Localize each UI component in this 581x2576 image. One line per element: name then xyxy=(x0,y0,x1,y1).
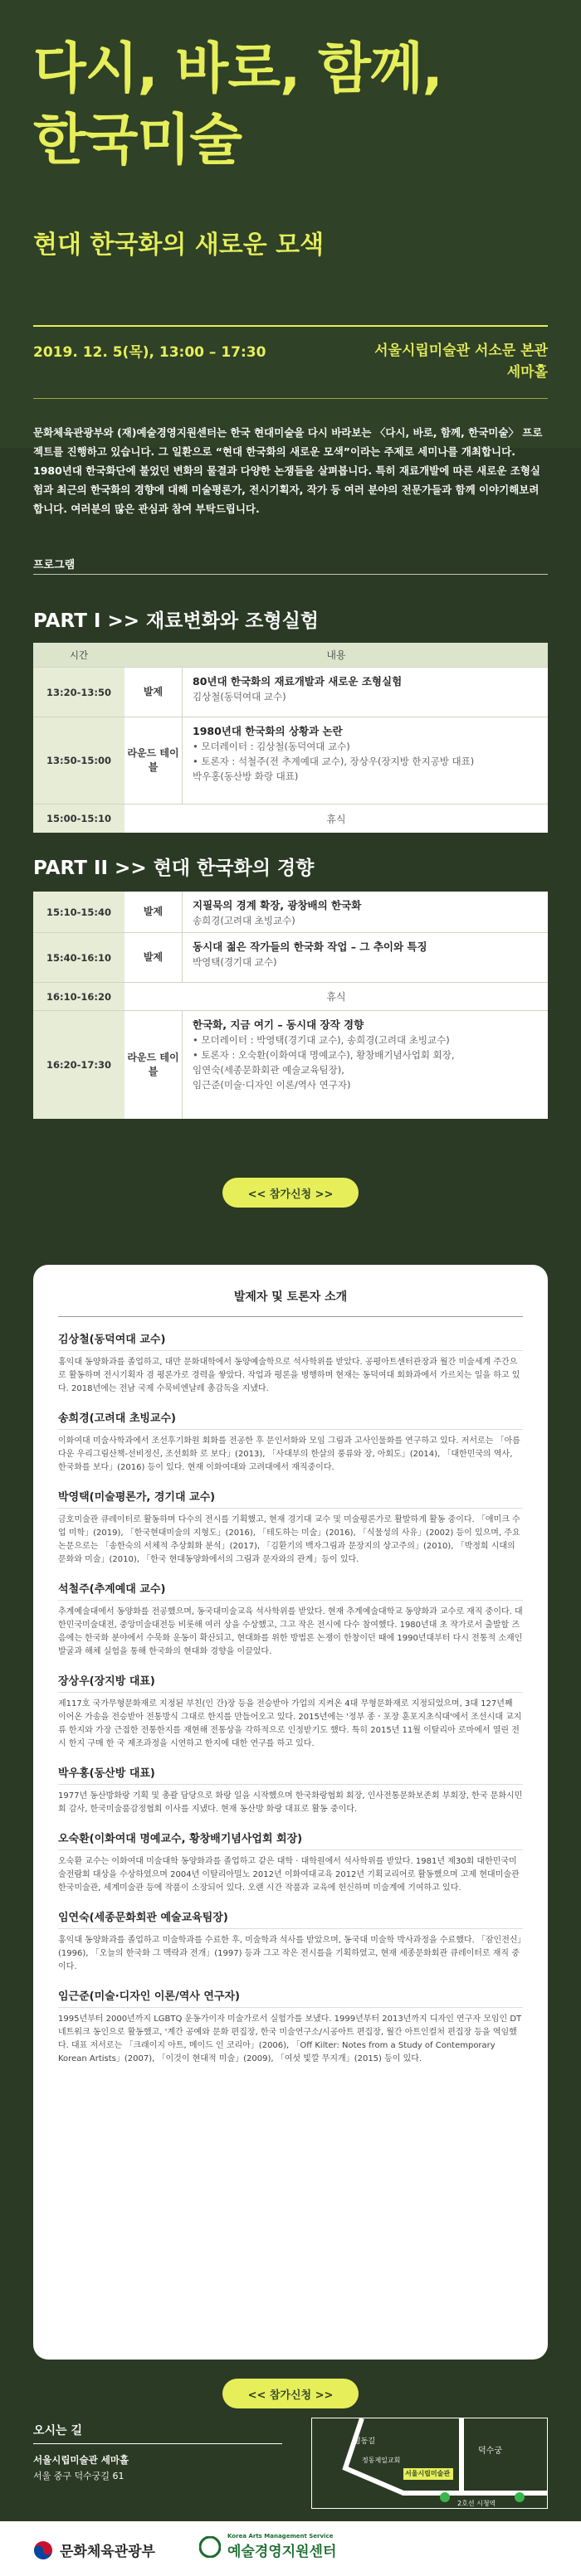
row-body xyxy=(183,668,548,717)
directions-address: 서울 중구 덕수궁길 61 xyxy=(33,2471,124,2481)
intro-text: 문화체육관광부와 (재)예술경영지원센터는 한국 현대미술을 다시 바라보는 〈다시, 바로, 함께, 한국미술〉 프로젝트를 진행하고 있습니다. 그 일환으로 “현대 한국화의 새로운 모색”이라는 주제로 세미나를 개최합니다. 1980년대 한국화단에 불었던 변화의 물결과 다양한 논쟁들을 살펴봅니다. 특히 재료개발에 따른 새로운 조형실험과 최근의 한국화의 경향에 대해 미술평론가, 전시기획자, 작가 등 여러 분야의 전문가들과 함께 이야기해보려 합니다. 여러분의 많은 관심과 참여 부탁드립니다. xyxy=(33,426,543,515)
footer xyxy=(0,2521,581,2576)
row-title: 동시대 젊은 작가들의 한국화 작업 – 그 추이와 특징 xyxy=(193,940,427,953)
kams-logo-text: 예술경영지원센터 xyxy=(227,2544,337,2560)
row-time: 13:20-13:50 xyxy=(33,668,124,717)
table-row xyxy=(33,717,548,804)
row-type: 라운드 테이블 xyxy=(124,717,183,804)
speaker-bio: 오숙환 교수는 이화여대 미술대학 동양화과를 졸업하고 같은 대학 · 대학원에서 석사학위를 받았다. 1981년 제30회 대한민국미술전람회 대상을 수상하였으며 2004년 이탈리아밀노 2012년 이화여대교육 2012년 기획교리어로 활동했으며 고제 현대미술관 한국미술관, 세계미술관 등에 작품이 소장되어 있다. 오랜 시간 작품과 교육에 헌신하며 미술계에 기여하고 있다. xyxy=(58,1857,520,1893)
row-type: 라운드 테이블 xyxy=(124,1011,183,1119)
speaker-bio: 추계예술대에서 동양화를 전공했으며, 동국대미술교육 석사학위를 받았다. 현재 추계예술대학교 동양화과 교수로 재직 중이다. 대한민국미술대전, 중앙미술대전등 비롯해 여러 상을 수상했고, 그고 작은 전시에 다수 참여했다. 1980년대 초 작가로서 출발할 즈음에는 한국화 분야에서 수묵화 운동이 확산되고, 현대화를 위한 방법론 논쟁이 한창이던 때에 1990년대부터 다시 전통적 소재인 발굴과 해체 실험을 통해 한국화의 현대화 경향을 이끌었다. xyxy=(58,1607,523,1656)
hero-section xyxy=(0,0,581,448)
row-time: 16:10-16:20 xyxy=(33,983,124,1010)
map-drawing xyxy=(312,2418,548,2509)
row-title: 80년대 한국화의 재료개발과 새로운 조형실험 xyxy=(193,675,403,688)
map-label-street: 정동길 xyxy=(354,2437,376,2446)
hero-title-line2: 한국미술 xyxy=(33,108,242,172)
map-label-church: 정동제일교회 xyxy=(362,2457,401,2464)
part2-table xyxy=(33,892,548,1119)
header-content: 내용 xyxy=(326,649,346,661)
speaker-bio: 홍익대 동양화과를 졸업하고, 대만 문화대학에서 동양예술학으로 석사학위를 받았다. 공평아트센터관장과 월간 미술세계 주간으로 활동하며 전시기획자 겸 평론가로 경력을 쌓았다. 작업과 평론을 병행하며 현재는 동덕여대 회화과에서 가르치는 일을 하고 있다. 2018년에는 전남 국제 수묵비엔날레 총감독을 지냈다. xyxy=(58,1358,520,1393)
row-break: 휴식 xyxy=(326,991,346,1003)
speaker-item xyxy=(58,1488,523,1567)
speaker-name: 임근준(미술·디자인 이론/역사 연구자) xyxy=(58,1987,523,2008)
speaker-name: 오숙환(이화여대 명예교수, 황창배기념사업회 회장) xyxy=(58,1830,523,1850)
map xyxy=(311,2418,548,2509)
speaker-name: 김상철(동덕여대 교수) xyxy=(58,1330,523,1351)
speaker-item xyxy=(58,1672,523,1751)
mcst-logo xyxy=(33,2540,155,2560)
taegeuk-icon xyxy=(33,2540,53,2560)
hero-title-line1: 다시, 바로, 함께, xyxy=(33,36,442,100)
directions-section xyxy=(33,2422,282,2484)
directions-heading: 오시는 길 xyxy=(33,2422,282,2444)
row-title: 지필묵의 경계 확장, 광창배의 한국화 xyxy=(193,899,362,911)
event-date: 2019. 12. 5(목), 13:00 – 17:30 xyxy=(33,344,266,361)
signup-button-2[interactable]: << 참가신청 >> xyxy=(222,2379,359,2408)
row-time: 13:50-15:00 xyxy=(33,717,124,804)
speaker-item xyxy=(58,1987,523,2066)
table-row xyxy=(33,933,548,983)
kams-icon xyxy=(199,2536,221,2558)
row-detail: 송희경(고려대 초빙교수) xyxy=(193,915,295,926)
row-title: 1980년대 한국화의 상황과 논란 xyxy=(193,725,343,737)
program-label: 프로그램 xyxy=(33,559,76,571)
hero-title xyxy=(33,33,442,176)
table-row xyxy=(33,892,548,933)
row-type: 발제 xyxy=(124,668,183,717)
event-venue xyxy=(374,340,548,383)
speaker-name: 임연숙(세종문화회관 예술교육팀장) xyxy=(58,1908,523,1929)
speaker-bio: 1977년 동산방화랑 기획 및 총괄 담당으로 화랑 일을 시작했으며 한국화랑협회 회장, 인사전통문화보존회 부회장, 한국 문화시민회 감사, 한국미술품감정협회 이사를 지냈다. 현재 동산방 화랑 대표로 활동 중이다. xyxy=(58,1791,523,1814)
row-body xyxy=(183,933,548,982)
speaker-bio: 홍익대 동양화과를 졸업하고 미술학과를 수료한 후, 미술학과 석사를 받았으며, 동국대 미술학 박사과정을 수료했다. 「잠인전신」(1996), 「오늘의 한국화 그 맥락과 전개」(1997) 등과 그고 작은 전시를을 기획하였고, 현재 세종문화회관 큐레이터로 재직 중이다. xyxy=(58,1936,522,1971)
speakers-card xyxy=(33,1265,548,2360)
signup-button[interactable]: << 참가신청 >> xyxy=(222,1178,359,1208)
row-time: 16:20-17:30 xyxy=(33,1011,124,1119)
speakers-title: 발제자 및 토론자 소개 xyxy=(58,1288,523,1317)
kams-logo-small: Korea Arts Management Service xyxy=(227,2533,334,2540)
speaker-name: 박영택(미술평론가, 경기대 교수) xyxy=(58,1488,523,1509)
map-label-deoksugung: 덕수궁 xyxy=(478,2447,502,2456)
speaker-item xyxy=(58,1409,523,1475)
speaker-name: 석철주(추계예대 교수) xyxy=(58,1580,523,1601)
speaker-item xyxy=(58,1764,523,1816)
row-body xyxy=(183,1011,548,1119)
row-detail: 박영택(경기대 교수) xyxy=(193,956,277,968)
hero-divider-2 xyxy=(33,398,548,399)
part2-heading: PART II >> 현대 한국화의 경향 xyxy=(33,858,315,879)
part1-heading: PART I >> 재료변화와 조형실험 xyxy=(33,610,320,632)
row-type: 발제 xyxy=(124,892,183,932)
table-row xyxy=(33,668,548,717)
speaker-name: 송희경(고려대 초빙교수) xyxy=(58,1409,523,1430)
table-header xyxy=(33,643,548,668)
row-time: 15:40-16:10 xyxy=(33,933,124,982)
table-row xyxy=(33,804,548,833)
speaker-bio: 제117호 국가무형문화재로 지정된 부친(인 간)장 등을 전승받아 가업의 지켜온 4대 무형문화재로 지정되었으며, 3대 127년째 이어온 가송을 전승받아 전통방식 그대로 한지를 만들어오고 있다. 2015년에는 '정부 종ㆍ포장 훈포지초식대'에서 조선시대 교지류 한지와 가장 근접한 전통한지를 재현해 전통상을 각하적으로 인정받기도 했다. 특히 2015년 11월 이탈리아 로마에서 열린 전시 한지 구매 한 국 제조과정을 시연하고 한지에 대한 연구를 하고 있다. xyxy=(58,1699,522,1748)
speaker-item xyxy=(58,1908,523,1974)
row-break: 휴식 xyxy=(326,813,346,825)
speaker-bio: 이화여대 미술사학과에서 조선후기화원 회화를 전공한 후 문인서화와 모임 그림과 고사인물화를 연구하고 있다. 저서로는 「아름다운 우리그림산책-선비정신, 조선회화 로 보다」(2013), 「사대부의 한살의 풍류와 장, 아회도」(2014), 「대한민국의 역사, 한국화를 보다」(2016) 등이 있다. 현재 이화여대와 고려대에서 재직중이다. xyxy=(58,1436,520,1472)
row-title: 한국화, 지금 여기 – 동시대 장작 경향 xyxy=(193,1018,364,1031)
header-time: 시간 xyxy=(33,643,124,667)
part1-table xyxy=(33,643,548,833)
speaker-item xyxy=(58,1830,523,1895)
row-body xyxy=(183,717,548,804)
map-label-line2: 2호선 시청역 xyxy=(457,2500,496,2507)
table-row xyxy=(33,983,548,1011)
row-type: 발제 xyxy=(124,933,183,982)
hero-divider xyxy=(33,325,548,327)
row-body xyxy=(183,892,548,932)
venue-line1: 서울시립미술관 서소문 본관 xyxy=(374,343,548,359)
speaker-item xyxy=(58,1580,523,1659)
directions-venue: 서울시립미술관 세마홀 xyxy=(33,2454,129,2466)
row-time: 15:00-15:10 xyxy=(33,804,124,833)
row-detail: • 모더레이터 : 박영택(경기대 교수), 송희경(고려대 초빙교수) • 토론자 : 오숙환(이화여대 명예교수), 황창배기념사업회 회장, 임연숙(세종문화회관 예술교육팀장), 임근준(미술·디자인 이론/역사 연구자) xyxy=(193,1034,455,1091)
speaker-bio: 1995년부터 2000년까지 LGBTQ 운동가이자 미술가로서 실험가를 보냈다. 1999년부터 2013년까지 디자인 연구자 모임인 DT 네트워크 동인으로 활동했고, '계간 공예와 문화 편집장, 한국 미술연구소/시공아트 편집장, 월간 아트인컬처 편집장 등을 역임했다. 대표 저서로는 「크래이지 아트, 메이드 인 코리아」(2006), 「Off Kilter: Notes from a Study of Contemporary Korean Artists」(2007), 「이것이 현대적 미술」(2009), 「여섯 빛깔 무지개」(2015) 등이 있다. xyxy=(58,2015,522,2063)
row-detail: 김상철(동덕여대 교수) xyxy=(193,691,286,702)
mcst-logo-text: 문화체육관광부 xyxy=(60,2544,155,2560)
speaker-item xyxy=(58,1330,523,1396)
speaker-name: 장상우(장지방 대표) xyxy=(58,1672,523,1693)
row-detail: • 모더레이터 : 김상철(동덕여대 교수) • 토론자 : 석철주(전 추계예대 교수), 장상우(장지방 한지공방 대표) 박우홍(동산방 화랑 대표) xyxy=(193,741,475,782)
speaker-bio: 금호미술관 큐레이터로 활동하며 다수의 전시를 기획했고, 현재 경기대 교수 및 미술평론가로 활발하게 활동 중이다. 「애미크 수업 미학」(2019), 「한국현대미술의 지형도」(2016), 「테도하는 미술」(2016), 「식물성의 사유」(2002) 등이 있으며, 주요 논문으로는 「송한숙의 서체적 추상회화 분석」(2017), 「김환기의 백자그림과 문장지의 상고주의」(2010), 「박정희 시대의 문화와 미술」(2010), 「한국 현대동양화에서의 그림과 문자와의 관계」등이 있다. xyxy=(58,1515,520,1564)
row-time: 15:10-15:40 xyxy=(33,892,124,932)
hero-subtitle: 현대 한국화의 새로운 모색 xyxy=(33,231,325,260)
speaker-name: 박우홍(동산방 대표) xyxy=(58,1764,523,1785)
map-label-museum: 서울시립미술관 xyxy=(405,2470,451,2477)
table-row xyxy=(33,1011,548,1119)
program-divider xyxy=(33,574,548,575)
kams-logo xyxy=(199,2533,336,2560)
venue-line2: 세마홀 xyxy=(506,364,548,381)
